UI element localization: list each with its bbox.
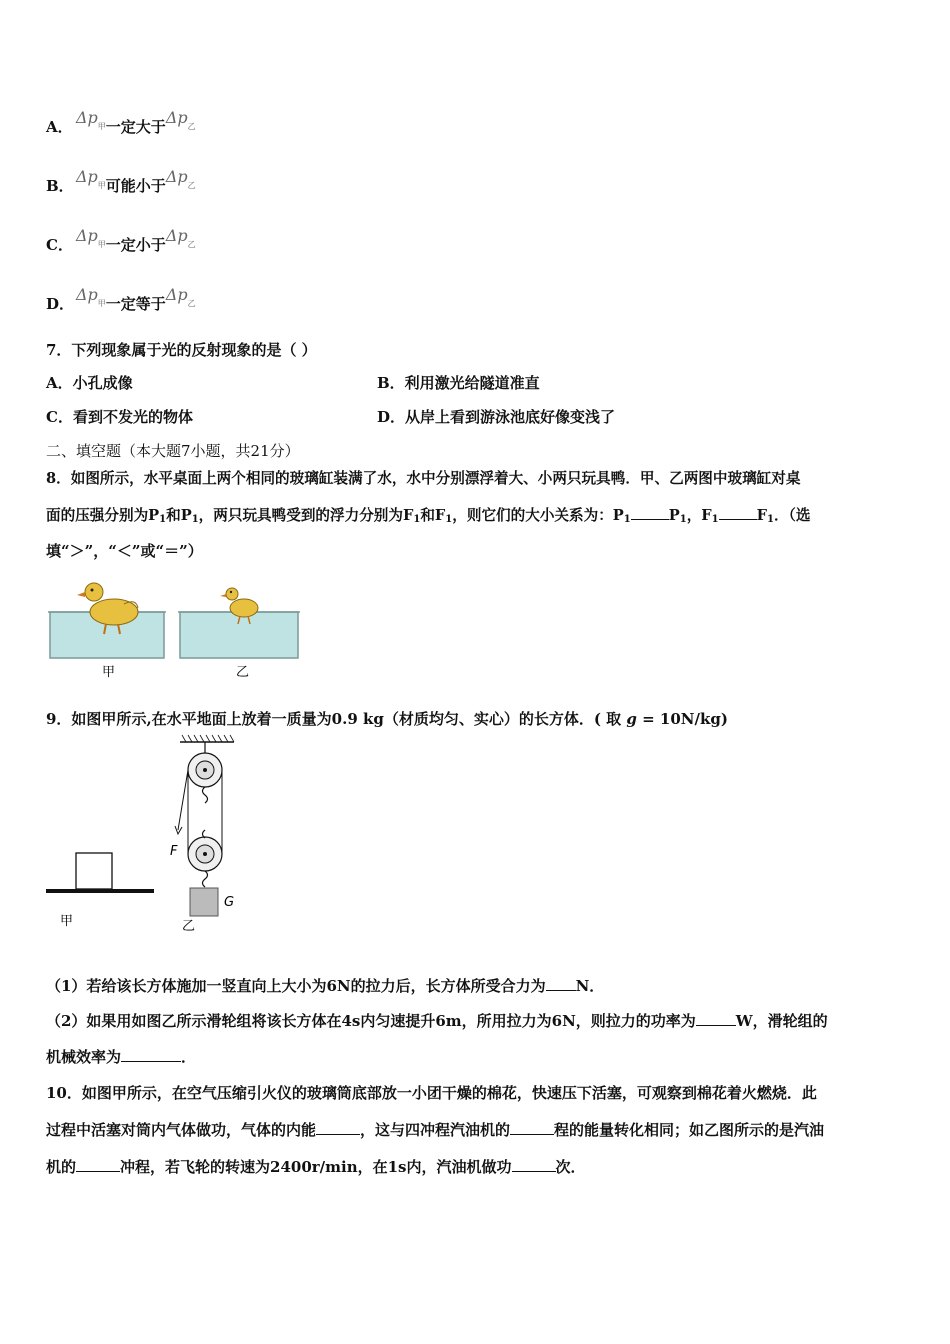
- q8-figure-ducks: [44, 572, 312, 684]
- option-label: A．: [46, 118, 73, 136]
- q6-option-d: [46, 285, 196, 316]
- delta-p-jia: $\Delta p_甲$: [76, 285, 106, 309]
- q9-part3: 机械效率为 ．: [46, 1048, 197, 1066]
- q6-option-b: [46, 167, 196, 198]
- q9-part1: （1）若给该长方体施加一竖直向上大小为6N的拉力后，长方体所受合力为 N．: [46, 977, 605, 995]
- delta-p-yi: $\Delta p_乙$: [165, 108, 196, 132]
- q10-line1: 10．如图甲所示，在空气压缩引火仪的玻璃筒底部放一小团干燥的棉花，快速压下活塞，可观察到棉花着火燃烧．此: [46, 1084, 817, 1102]
- q7-option-d: D．从岸上看到游泳池底好像变浅了: [377, 408, 616, 426]
- q8-line1: 8．如图所示，水平桌面上两个相同的玻璃缸装满了水，水中分别漂浮着大、小两只玩具鸭．甲、乙两图中玻璃缸对桌: [46, 470, 801, 487]
- label-weight-g: G: [224, 895, 235, 910]
- q7-option-b: B．利用激光给隧道准直: [377, 374, 540, 392]
- label-force-f: F: [170, 844, 178, 859]
- q10-line2: 过程中活塞对筒内气体做功，气体的内能 ，这与四冲程汽油机的 程的能量转化相同；如乙图所示的是汽油: [46, 1121, 825, 1139]
- blank-work-count[interactable]: [512, 1157, 556, 1172]
- q8-line2: 面的压强分别为$P_1$和$P_1$，两只玩具鸭受到的浮力分别为$F_1$和$F_1$，则它们的大小关系为：$P_1$ $P_1$，$F_1$ $F_1$．（选: [46, 507, 811, 525]
- pull-rope: [178, 770, 188, 830]
- q7-option-a: A．小孔成像: [46, 374, 133, 392]
- delta-p-yi: $\Delta p_乙$: [165, 167, 196, 191]
- q7-stem: 7．下列现象属于光的反射现象的是（ ）: [46, 341, 317, 359]
- option-label: B．: [46, 177, 74, 195]
- delta-p-yi: $\Delta p_乙$: [165, 285, 196, 309]
- ground: [46, 889, 154, 893]
- delta-p-jia: $\Delta p_甲$: [76, 167, 106, 191]
- delta-p-jia: $\Delta p_甲$: [76, 108, 106, 132]
- q9-figure-yi-pulley: [162, 734, 248, 934]
- blank-p-relation[interactable]: [631, 505, 669, 520]
- option-relation: 一定等于: [105, 295, 166, 313]
- q9-stem: 9．如图甲所示,在水平地面上放着一质量为0.9 kg（材质均匀、实心）的长方体．( 取 g = 10N/kg): [46, 710, 728, 728]
- q9-part2: （2）如果用如图乙所示滑轮组将该长方体在4s内匀速提升6m，所用拉力为6N，则拉力的功率为 W，滑轮组的: [46, 1012, 828, 1030]
- q9-figure-jia: [44, 845, 160, 935]
- blank-f-relation[interactable]: [719, 505, 757, 520]
- fig-label-jia: 甲: [60, 914, 74, 929]
- weight-block: [190, 888, 218, 916]
- option-relation: 一定小于: [105, 236, 166, 254]
- blank-net-force[interactable]: [546, 976, 576, 991]
- cuboid: [76, 853, 112, 889]
- option-relation: 一定大于: [105, 118, 166, 136]
- q10-line3: 机的 冲程，若飞轮的转速为2400r/min，在1s内，汽油机做功 次．: [46, 1158, 586, 1176]
- blank-internal-energy[interactable]: [316, 1120, 360, 1135]
- q8-line3: 填“＞”，“＜”或“＝”）: [46, 542, 203, 560]
- delta-p-yi: $\Delta p_乙$: [165, 226, 196, 250]
- blank-power[interactable]: [696, 1011, 736, 1026]
- option-relation: 可能小于: [105, 177, 166, 195]
- q6-option-c: [46, 226, 196, 257]
- blank-efficiency[interactable]: [121, 1047, 181, 1062]
- option-label: D．: [46, 295, 75, 313]
- fig-label-yi: 乙: [182, 919, 196, 934]
- option-label: C．: [46, 236, 73, 254]
- q7-option-c: C．看到不发光的物体: [46, 408, 193, 426]
- q6-option-a: [46, 108, 196, 139]
- blank-stroke-type[interactable]: [510, 1120, 554, 1135]
- fig-label-yi: 乙: [236, 665, 250, 680]
- fig-label-jia: 甲: [102, 665, 116, 680]
- section-heading: 二、填空题（本大题7小题，共21分）: [46, 442, 300, 460]
- blank-stroke-name[interactable]: [76, 1157, 120, 1172]
- delta-p-jia: $\Delta p_甲$: [76, 226, 106, 250]
